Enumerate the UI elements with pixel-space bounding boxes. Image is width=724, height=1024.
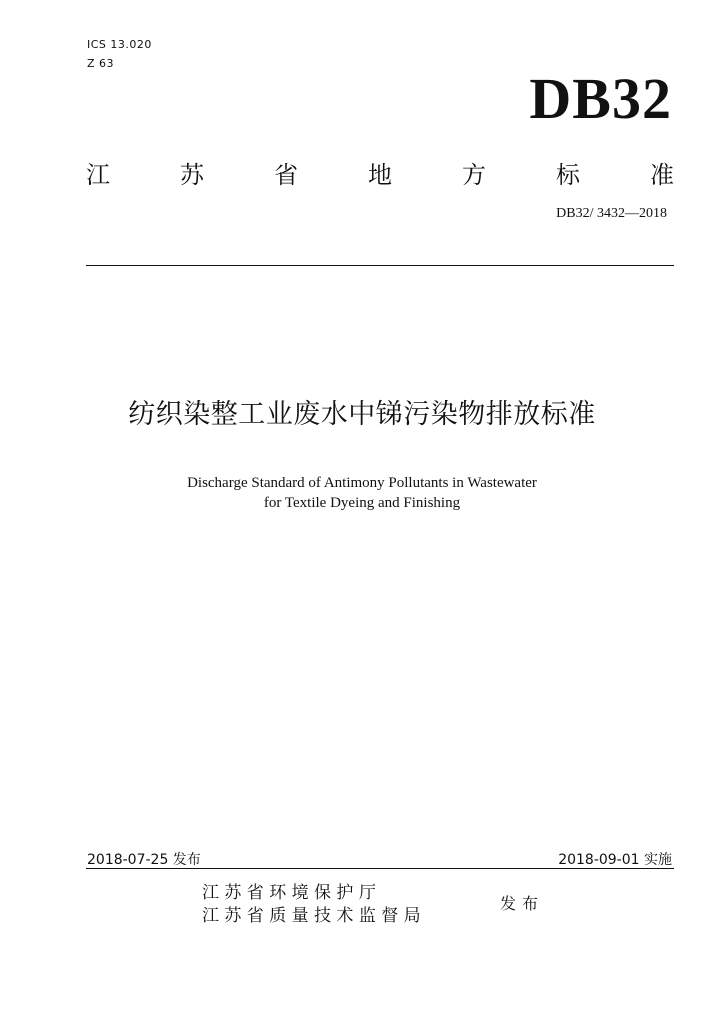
chinese-title: 纺织染整工业废水中锑污染物排放标准: [128, 399, 596, 430]
english-title-line-2: for Textile Dyeing and Finishing: [263, 495, 461, 511]
banner-char: 江: [86, 161, 110, 189]
ccs-code: Z 63: [87, 57, 115, 70]
banner-char: 方: [462, 161, 486, 189]
issuer-environment-dept: 江 苏 省 环 境 保 护 厅: [202, 883, 376, 903]
bottom-divider: [86, 868, 674, 869]
standard-number: DB32/ 3432—2018: [556, 206, 667, 221]
standard-type-banner: [86, 155, 674, 190]
issue-date: 2018-07-25 发布: [87, 852, 201, 868]
issuing-authorities: [202, 882, 421, 928]
banner-char: 准: [650, 161, 674, 189]
banner-char: 地: [368, 161, 392, 189]
ics-code: ICS 13.020: [87, 38, 152, 51]
english-title: [0, 473, 724, 513]
implementation-date: 2018-09-01 实施: [558, 852, 672, 868]
top-divider: [86, 265, 674, 266]
issue-label: 发布: [500, 894, 545, 913]
banner-char: 苏: [180, 161, 204, 189]
english-title-line-1: Discharge Standard of Antimony Pollutants in Wastewater: [187, 475, 537, 491]
banner-char: 省: [274, 161, 298, 189]
banner-char: 标: [556, 161, 580, 189]
db-logo: DB32: [529, 66, 672, 131]
issuer-quality-bureau: 江 苏 省 质 量 技 术 监 督 局: [202, 906, 421, 926]
